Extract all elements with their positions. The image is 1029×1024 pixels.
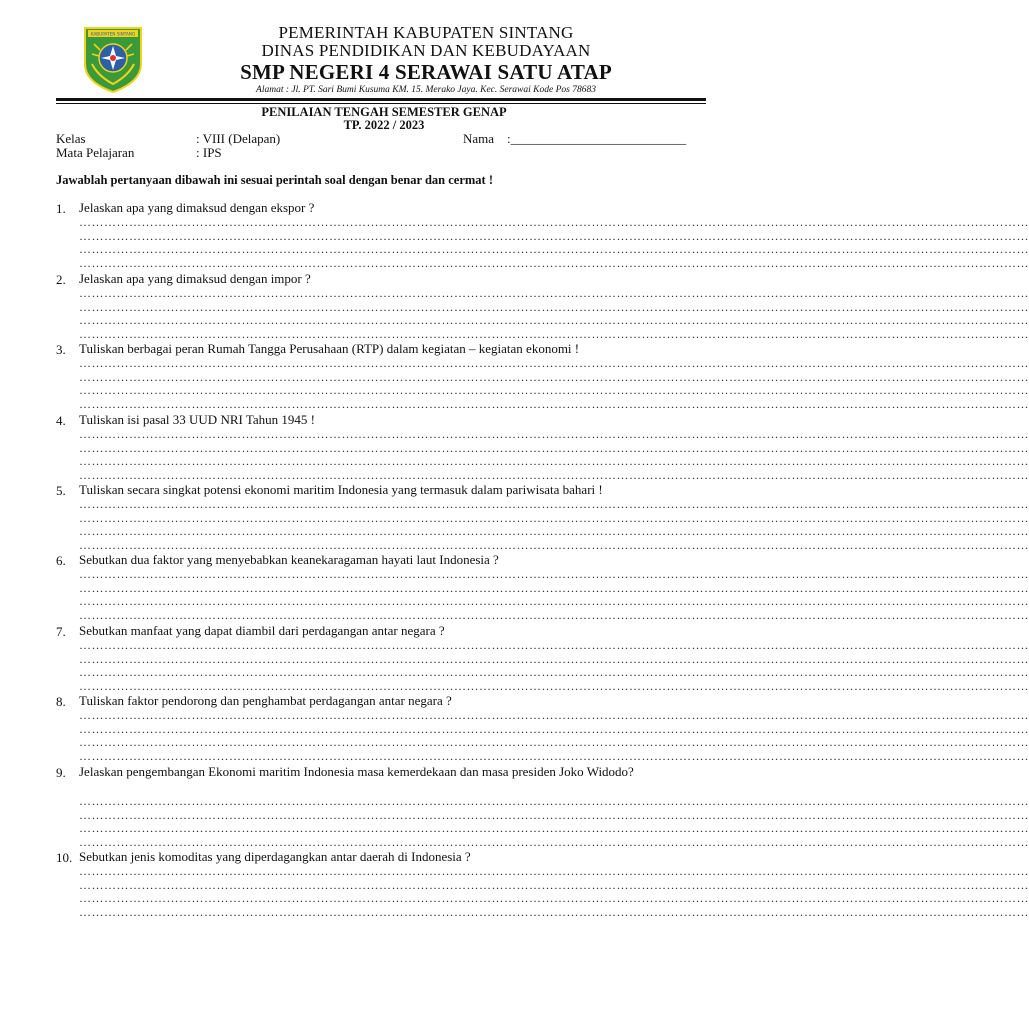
kelas-label: Kelas: [56, 131, 86, 146]
answer-line[interactable]: …………………………………………………………………………………………………………………………………………………………………………………………………………: [79, 497, 1029, 511]
question-number: 9.: [56, 765, 66, 780]
question-text: Jelaskan pengembangan Ekonomi maritim Indonesia masa kemerdekaan dan masa presiden Joko Widodo?: [79, 764, 634, 779]
answer-line[interactable]: …………………………………………………………………………………………………………………………………………………………………………………………………………: [79, 864, 1029, 878]
question-number: 1.: [56, 201, 66, 216]
answer-line[interactable]: …………………………………………………………………………………………………………………………………………………………………………………………………………: [79, 834, 1029, 849]
exam-year: TP. 2022 / 2023: [343, 118, 425, 132]
answer-line[interactable]: …………………………………………………………………………………………………………………………………………………………………………………………………………: [79, 580, 1029, 595]
answer-line[interactable]: …………………………………………………………………………………………………………………………………………………………………………………………………………: [79, 299, 1029, 314]
answer-line[interactable]: …………………………………………………………………………………………………………………………………………………………………………………………………………: [79, 794, 1029, 808]
logo-lettering: KABUPATEN SINTANG: [90, 31, 136, 37]
answer-line[interactable]: …………………………………………………………………………………………………………………………………………………………………………………………………………: [79, 383, 1029, 397]
answer-line[interactable]: …………………………………………………………………………………………………………………………………………………………………………………………………………: [79, 651, 1029, 666]
answer-line[interactable]: …………………………………………………………………………………………………………………………………………………………………………………………………………: [79, 607, 1029, 622]
answer-line[interactable]: …………………………………………………………………………………………………………………………………………………………………………………………………………: [79, 228, 1029, 243]
answer-line[interactable]: …………………………………………………………………………………………………………………………………………………………………………………………………………: [79, 286, 1029, 300]
letterhead-rule-thin: [56, 103, 706, 104]
answer-line[interactable]: …………………………………………………………………………………………………………………………………………………………………………………………………………: [79, 877, 1029, 892]
answer-line[interactable]: …………………………………………………………………………………………………………………………………………………………………………………………………………: [79, 215, 1029, 229]
answer-line[interactable]: …………………………………………………………………………………………………………………………………………………………………………………………………………: [79, 748, 1029, 763]
answer-line[interactable]: …………………………………………………………………………………………………………………………………………………………………………………………………………: [79, 255, 1029, 270]
question-text: Sebutkan jenis komoditas yang diperdagangkan antar daerah di Indonesia ?: [79, 849, 471, 864]
answer-line[interactable]: …………………………………………………………………………………………………………………………………………………………………………………………………………: [79, 904, 1029, 919]
answer-line[interactable]: …………………………………………………………………………………………………………………………………………………………………………………………………………: [79, 454, 1029, 468]
government-name: PEMERINTAH KABUPATEN SINTANG: [278, 23, 574, 42]
answer-line[interactable]: …………………………………………………………………………………………………………………………………………………………………………………………………………: [79, 427, 1029, 441]
answer-line[interactable]: …………………………………………………………………………………………………………………………………………………………………………………………………………: [79, 735, 1029, 749]
question-text: Tuliskan isi pasal 33 UUD NRI Tahun 1945 !: [79, 412, 315, 427]
instruction-text: Jawablah pertanyaan dibawah ini sesuai perintah soal dengan benar dan cermat !: [56, 173, 493, 187]
answer-line[interactable]: …………………………………………………………………………………………………………………………………………………………………………………………………………: [79, 594, 1029, 608]
question-text: Jelaskan apa yang dimaksud dengan ekspor ?: [79, 200, 315, 215]
answer-line[interactable]: …………………………………………………………………………………………………………………………………………………………………………………………………………: [79, 326, 1029, 341]
mapel-label: Mata Pelajaran: [56, 145, 135, 160]
question-text: Sebutkan dua faktor yang menyebabkan keanekaragaman hayati laut Indonesia ?: [79, 552, 499, 567]
question-number: 7.: [56, 624, 66, 639]
answer-line[interactable]: …………………………………………………………………………………………………………………………………………………………………………………………………………: [79, 567, 1029, 581]
answer-line[interactable]: …………………………………………………………………………………………………………………………………………………………………………………………………………: [79, 678, 1029, 693]
question-text: Sebutkan manfaat yang dapat diambil dari perdagangan antar negara ?: [79, 623, 445, 638]
answer-line[interactable]: …………………………………………………………………………………………………………………………………………………………………………………………………………: [79, 242, 1029, 256]
question-number: 10.: [56, 850, 73, 865]
answer-line[interactable]: …………………………………………………………………………………………………………………………………………………………………………………………………………: [79, 396, 1029, 411]
answer-line[interactable]: …………………………………………………………………………………………………………………………………………………………………………………………………………: [79, 821, 1029, 835]
question-number: 4.: [56, 413, 66, 428]
answer-line[interactable]: …………………………………………………………………………………………………………………………………………………………………………………………………………: [79, 369, 1029, 384]
nama-field[interactable]: :___________________________: [507, 131, 687, 146]
question-text: Tuliskan secara singkat potensi ekonomi maritim Indonesia yang termasuk dalam pariwisata bahari !: [79, 482, 603, 497]
letterhead-rule-thick: [56, 98, 706, 101]
district-emblem-icon: [80, 24, 146, 94]
question-text: Tuliskan berbagai peran Rumah Tangga Perusahaan (RTP) dalam kegiatan – kegiatan ekonomi !: [79, 341, 580, 356]
mapel-value: : IPS: [196, 145, 222, 160]
question-text: Tuliskan faktor pendorong dan penghambat perdagangan antar negara ?: [79, 693, 452, 708]
question-number: 3.: [56, 342, 66, 357]
answer-line[interactable]: …………………………………………………………………………………………………………………………………………………………………………………………………………: [79, 313, 1029, 327]
answer-line[interactable]: …………………………………………………………………………………………………………………………………………………………………………………………………………: [79, 467, 1029, 482]
answer-line[interactable]: …………………………………………………………………………………………………………………………………………………………………………………………………………: [79, 708, 1029, 722]
answer-line[interactable]: …………………………………………………………………………………………………………………………………………………………………………………………………………: [79, 721, 1029, 736]
answer-line[interactable]: …………………………………………………………………………………………………………………………………………………………………………………………………………: [79, 891, 1029, 905]
school-name: SMP NEGERI 4 SERAWAI SATU ATAP: [240, 60, 612, 84]
kelas-value: : VIII (Delapan): [196, 131, 281, 146]
department-name: DINAS PENDIDIKAN DAN KEBUDAYAAN: [261, 41, 591, 60]
question-number: 5.: [56, 483, 66, 498]
question-text: Jelaskan apa yang dimaksud dengan impor ?: [79, 271, 311, 286]
question-number: 2.: [56, 272, 66, 287]
answer-line[interactable]: …………………………………………………………………………………………………………………………………………………………………………………………………………: [79, 665, 1029, 679]
answer-line[interactable]: …………………………………………………………………………………………………………………………………………………………………………………………………………: [79, 510, 1029, 525]
nama-label: Nama: [463, 131, 495, 146]
letterhead: [150, 24, 702, 96]
school-address: Alamat : Jl. PT. Sari Bumi Kusuma KM. 15. Merako Jaya. Kec. Serawai Kode Pos 78683: [256, 85, 596, 95]
exam-title: PENILAIAN TENGAH SEMESTER GENAP: [261, 105, 507, 119]
answer-line[interactable]: …………………………………………………………………………………………………………………………………………………………………………………………………………: [79, 807, 1029, 822]
answer-line[interactable]: …………………………………………………………………………………………………………………………………………………………………………………………………………: [79, 524, 1029, 538]
question-number: 8.: [56, 694, 66, 709]
answer-line[interactable]: …………………………………………………………………………………………………………………………………………………………………………………………………………: [79, 638, 1029, 652]
answer-line[interactable]: …………………………………………………………………………………………………………………………………………………………………………………………………………: [79, 440, 1029, 455]
question-number: 6.: [56, 553, 66, 568]
answer-line[interactable]: …………………………………………………………………………………………………………………………………………………………………………………………………………: [79, 356, 1029, 370]
answer-line[interactable]: …………………………………………………………………………………………………………………………………………………………………………………………………………: [79, 537, 1029, 552]
